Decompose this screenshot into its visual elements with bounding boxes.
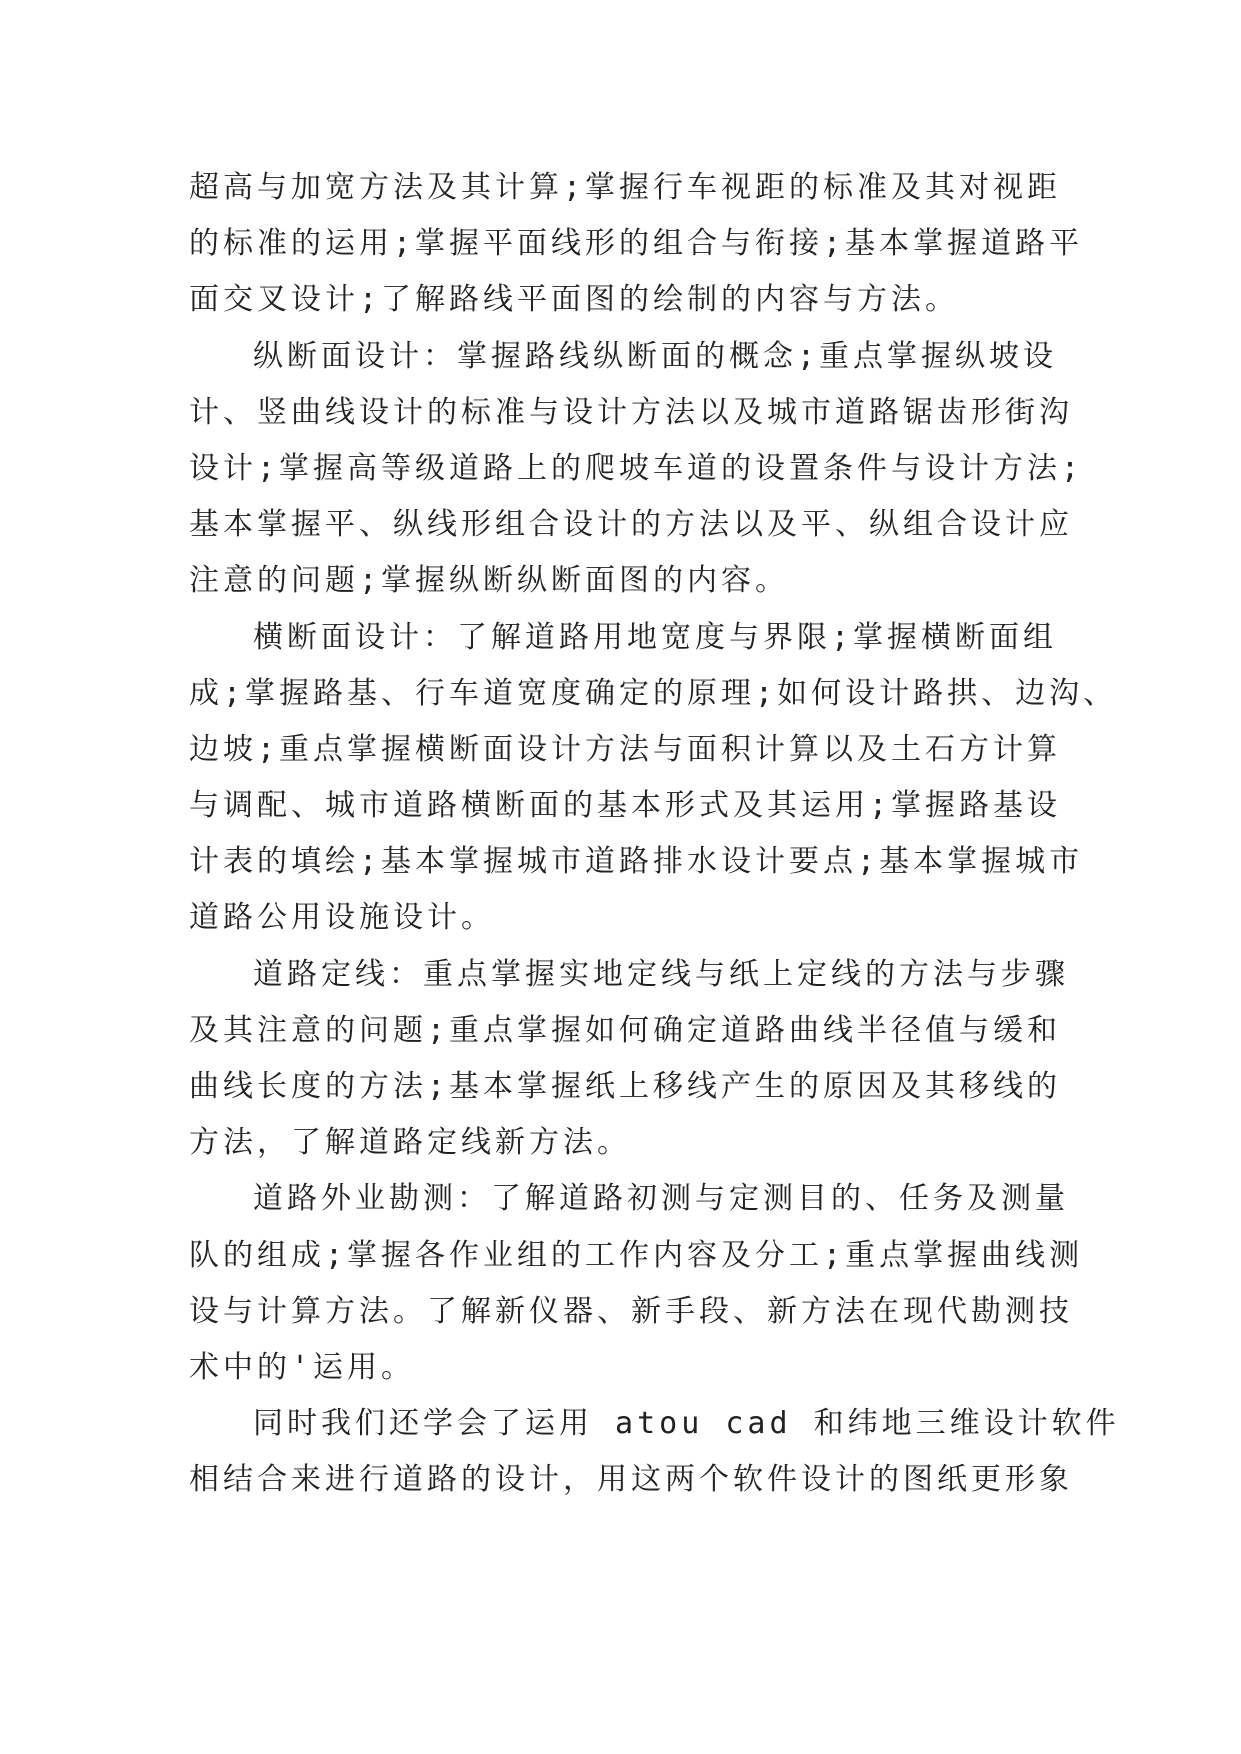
text-line: 及其注意的问题;重点掌握如何确定道路曲线半径值与缓和 bbox=[189, 1012, 1062, 1048]
paragraph-field-survey bbox=[189, 1171, 1084, 1396]
text-line: 计表的填绘;基本掌握城市道路排水设计要点;基本掌握城市 bbox=[189, 844, 1084, 880]
text-line: 队的组成;掌握各作业组的工作内容及分工;重点掌握曲线测 bbox=[189, 1237, 1084, 1273]
paragraph-plane-design-continued bbox=[189, 160, 1084, 329]
text-line: 术中的'运用。 bbox=[189, 1349, 416, 1385]
text-line: 设与计算方法。了解新仪器、新手段、新方法在现代勘测技 bbox=[189, 1293, 1073, 1329]
text-line: 面交叉设计;了解路线平面图的绘制的内容与方法。 bbox=[189, 282, 960, 318]
text-line: 同时我们还学会了运用 atou cad 和纬地三维设计软件 bbox=[253, 1406, 1120, 1442]
paragraph-software bbox=[189, 1396, 1120, 1508]
text-line: 方法，了解道路定线新方法。 bbox=[189, 1125, 631, 1161]
text-line: 与调配、城市道路横断面的基本形式及其运用;掌握路基设 bbox=[189, 788, 1062, 824]
text-line: 曲线长度的方法;基本掌握纸上移线产生的原因及其移线的 bbox=[189, 1069, 1062, 1104]
text-line: 设计;掌握高等级道路上的爬坡车道的设置条件与设计方法; bbox=[189, 450, 1084, 486]
text-line: 道路外业勘测：了解道路初测与定测目的、任务及测量 bbox=[253, 1181, 1069, 1217]
text-line: 相结合来进行道路的设计，用这两个软件设计的图纸更形象 bbox=[189, 1462, 1073, 1498]
text-line: 边坡;重点掌握横断面设计方法与面积计算以及土石方计算 bbox=[189, 731, 1062, 767]
text-line: 基本掌握平、纵线形组合设计的方法以及平、纵组合设计应 bbox=[189, 507, 1073, 543]
text-line: 超高与加宽方法及其计算;掌握行车视距的标准及其对视距 bbox=[189, 170, 1062, 205]
text-line: 横断面设计：了解道路用地宽度与界限;掌握横断面组 bbox=[253, 619, 1058, 655]
text-line: 成;掌握路基、行车道宽度确定的原理;如何设计路拱、边沟、 bbox=[189, 675, 1118, 711]
paragraph-road-location bbox=[189, 947, 1069, 1172]
paragraph-cross-section-design bbox=[189, 610, 1118, 947]
text-line: 注意的问题;掌握纵断纵断面图的内容。 bbox=[189, 563, 790, 599]
document-body bbox=[189, 160, 1120, 1509]
text-line: 道路公用设施设计。 bbox=[189, 900, 495, 936]
text-line: 计、竖曲线设计的标准与设计方法以及城市道路锯齿形街沟 bbox=[189, 394, 1073, 430]
paragraph-longitudinal-design bbox=[189, 329, 1084, 610]
text-line: 的标准的运用;掌握平面线形的组合与衔接;基本掌握道路平 bbox=[189, 226, 1084, 262]
text-line: 纵断面设计：掌握路线纵断面的概念;重点掌握纵坡设 bbox=[253, 338, 1058, 374]
text-line: 道路定线：重点掌握实地定线与纸上定线的方法与步骤 bbox=[253, 956, 1069, 992]
